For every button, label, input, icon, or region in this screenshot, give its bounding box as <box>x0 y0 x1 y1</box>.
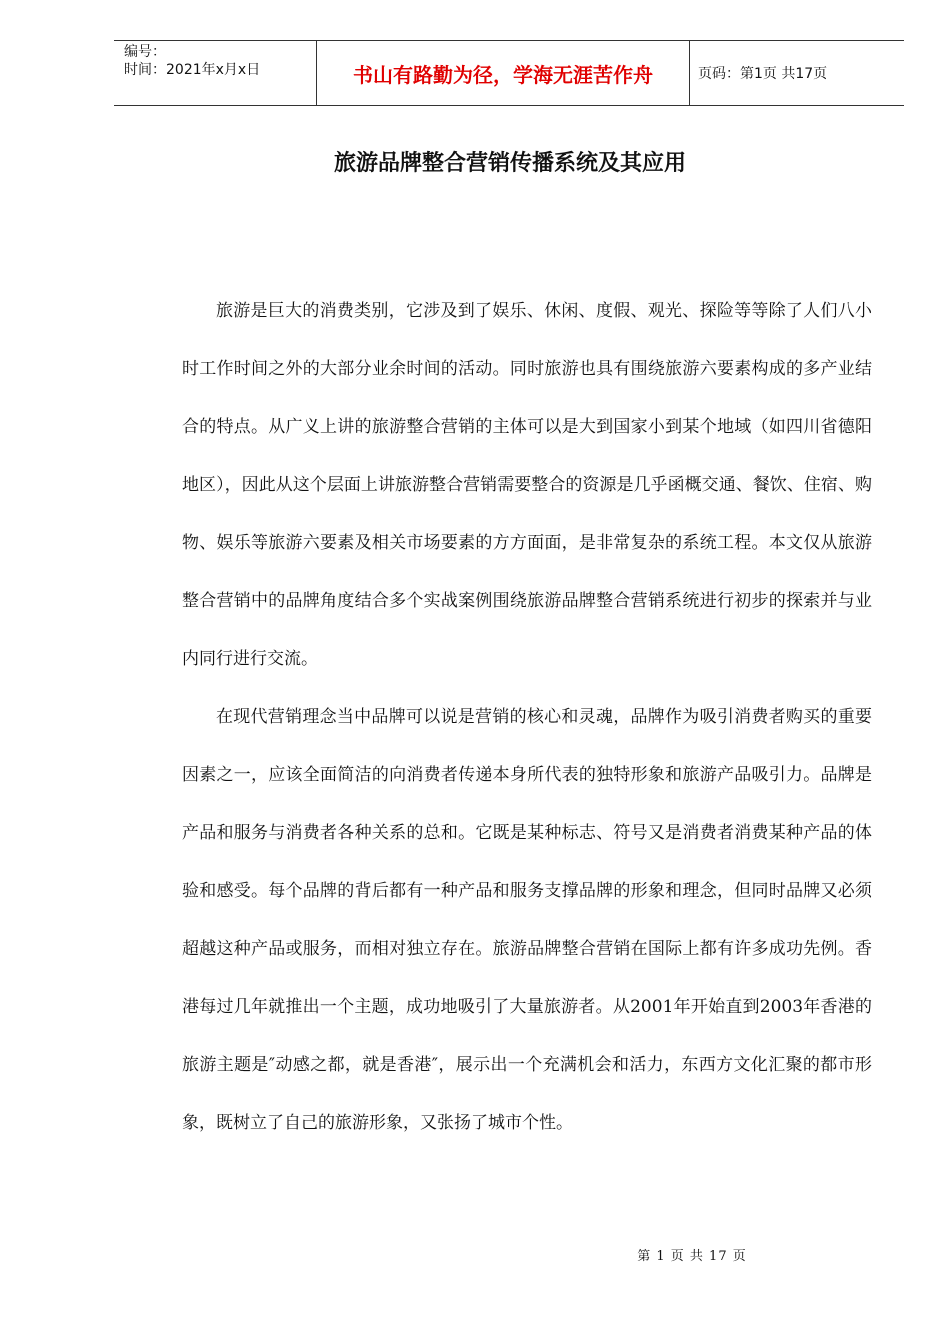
header-page-info: 页码：第1页 共17页 <box>698 66 828 82</box>
header-table <box>114 40 904 106</box>
page-footer: 第 1 页 共 17 页 <box>637 1249 747 1264</box>
header-meta <box>114 41 316 105</box>
paragraph: 在现代营销理念当中品牌可以说是营销的核心和灵魂，品牌作为吸引消费者购买的重要因素之一，应该全面简洁的向消费者传递本身所代表的独特形象和旅游产品吸引力。品牌是产品和服务与消费者各种关系的总和。它既是某种标志、符号又是消费者消费某种产品的体验和感受。每个品牌的背后都有一种产品和服务支撑品牌的形象和理念，但同时品牌又必须超越这种产品或服务，而相对独立存在。旅游品牌整合营销在国际上都有许多成功先例。香港每过几年就推出一个主题，成功地吸引了大量旅游者。从2001年开始直到2003年香港的旅游主题是″动感之都，就是香港″，展示出一个充满机会和活力，东西方文化汇聚的都市形象，既树立了自己的旅游形象，又张扬了城市个性。 <box>182 707 872 1133</box>
paragraph: 旅游是巨大的消费类别，它涉及到了娱乐、休闲、度假、观光、探险等等除了人们八小时工作时间之外的大部分业余时间的活动。同时旅游也具有围绕旅游六要素构成的多产业结合的特点。从广义上讲的旅游整合营销的主体可以是大到国家小到某个地域（如四川省德阳地区），因此从这个层面上讲旅游整合营销需要整合的资源是几乎函概交通、餐饮、住宿、购物、娱乐等旅游六要素及相关市场要素的方方面面，是非常复杂的系统工程。本文仅从旅游整合营销中的品牌角度结合多个实战案例围绕旅游品牌整合营销系统进行初步的探索并与业内同行进行交流。 <box>182 301 872 669</box>
header-motto: 书山有路勤为径，学海无涯苦作舟 <box>316 41 690 105</box>
number-label: 编号： <box>124 44 166 60</box>
time-label: 时间：2021年x月x日 <box>124 62 261 78</box>
document-title: 旅游品牌整合营销传播系统及其应用 <box>333 151 686 176</box>
document-body <box>182 282 872 1152</box>
